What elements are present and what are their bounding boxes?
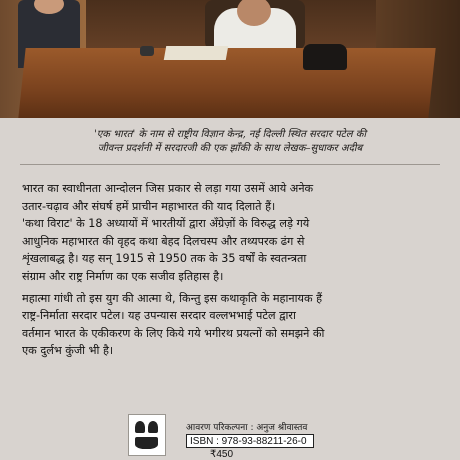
logo-shape <box>135 421 145 433</box>
text-line: राष्ट्र-निर्माता सरदार पटेल। यह उपन्यास सरदार वल्लभभाई पटेल द्वारा <box>22 309 296 323</box>
divider <box>20 164 440 165</box>
text-line: एक दुर्लभ कुंजी भी है। <box>22 344 114 358</box>
desk <box>18 48 435 118</box>
text-line: संग्राम और राष्ट्र निर्माण का एक सजीव इतिहास है। <box>22 269 224 283</box>
text-line: उतार-चढ़ाव और संघर्ष हमें प्राचीन महाभारत की याद दिलाते हैं। <box>22 199 276 213</box>
blurb-text <box>22 180 442 364</box>
caption-line: जीवन्त प्रदर्शनी में सरदारजी की एक झाँकी के साथ लेखक–सुधाकर अदीब <box>97 143 363 154</box>
text-line: वर्तमान भारत के एकीकरण के लिए किये गये भगीरथ प्रयत्नों को समझने की <box>22 326 325 340</box>
inkpot <box>140 46 154 56</box>
publisher-logo <box>128 414 166 456</box>
logo-shape <box>135 437 158 449</box>
paragraph <box>22 290 442 360</box>
papers <box>164 46 228 60</box>
logo-shape <box>148 421 158 433</box>
cover-design-credit: आवरण परिकल्पना : अनुज श्रीवास्तव <box>186 423 308 433</box>
text-line: महात्मा गांधी तो इस युग की आत्मा थे, किन्तु इस कथाकृति के महानायक हैं <box>22 291 323 305</box>
telephone <box>303 44 347 70</box>
cover-photo <box>0 0 460 118</box>
price-label: ₹450 <box>210 449 234 460</box>
caption-line: 'एक भारत' के नाम से राष्ट्रीय विज्ञान केन्द्र, नई दिल्ली स्थित सरदार पटेल की <box>93 129 367 140</box>
text-line: आधुनिक महाभारत की वृहद कथा बेहद दिलचस्प और तथ्यपरक ढंग से <box>22 234 305 248</box>
photo-caption <box>22 128 438 156</box>
text-line: 'कथा विराट' के 18 अध्यायों में भारतीयों द्वारा अँग्रेज़ों के विरुद्ध लड़े गये <box>22 217 310 231</box>
text-line: भारत का स्वाधीनता आन्दोलन जिस प्रकार से लड़ा गया उसमें आये अनेक <box>22 182 314 195</box>
text-line: शृंखलाबद्ध है। यह सन् 1915 से 1950 तक के 35 वर्षों के स्वतन्त्रता <box>22 252 307 266</box>
paragraph <box>22 180 442 286</box>
isbn-label: ISBN : 978-93-88211-26-0 <box>186 434 314 448</box>
